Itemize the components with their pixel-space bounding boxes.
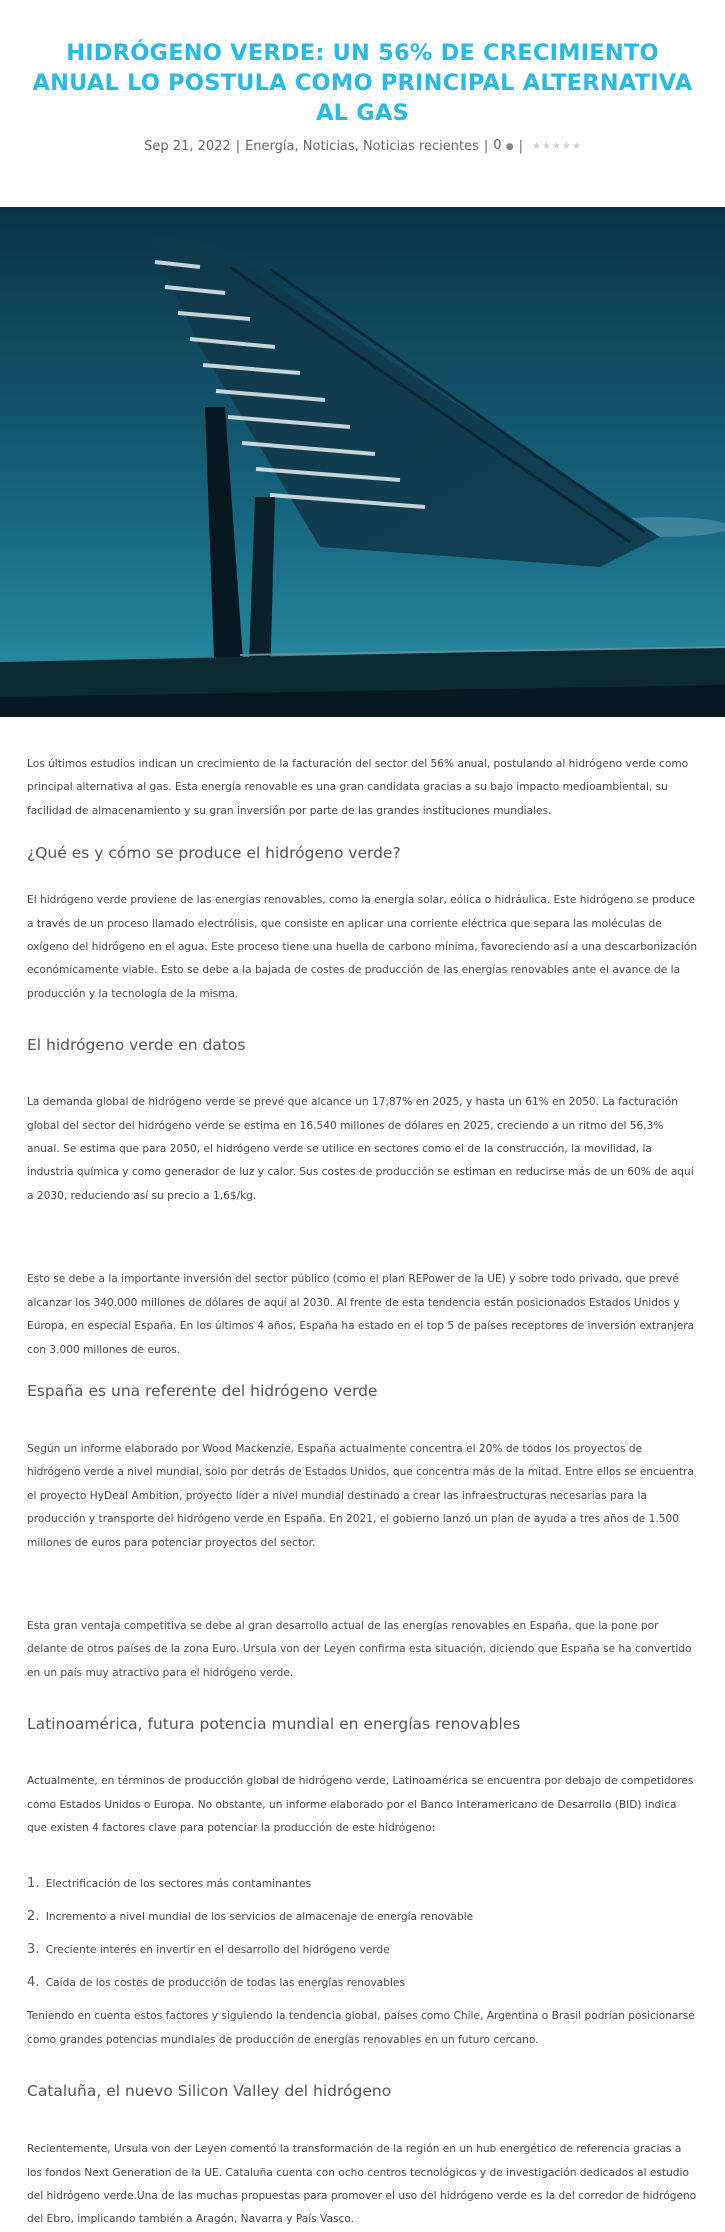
post-date: Sep 21, 2022 bbox=[144, 138, 231, 154]
star-icon[interactable]: ★ bbox=[571, 140, 581, 152]
post-header bbox=[0, 0, 725, 157]
paragraph-que-es: El hidrógeno verde proviene de las energías renovables, como la energía solar, eólica o hidráulica. Este hidrógeno se produce a través de un proceso llamado electrólisis, que consiste en aplicar una corriente eléctrica que separa las moléculas de oxígeno del hidrógeno en el agua. Este proceso tiene una huella de carbono mínima, favoreciendo así a una descarbonización económicamente viable. Esto se debe a la bajada de costes de producción de las energías renovables ante el avance de la producción y la tecnología de la misma. bbox=[27, 894, 698, 1000]
comments-link[interactable] bbox=[493, 136, 513, 157]
list-item: 2. Incremento a nivel mundial de los servicios de almacenaje de energía renovable bbox=[27, 1909, 474, 1925]
paragraph-cataluna: Recientemente, Ursula von der Leyen comentó la transformación de la región en un hub energético de referencia gracias a los fondos Next Generation de la UE. Cataluña cuenta con ocho centros tecnológicos y de investigación dedicados al estudio del hidrógeno verde.Una de las muchas propuestas para promover el uso del hidrógeno verde es la del corredor de hidrógeno del Ebro, implicando también a Aragón, Navarra y País Vasco. bbox=[27, 2143, 697, 2226]
heading-que-es: ¿Qué es y cómo se produce el hidrógeno verde? bbox=[27, 844, 401, 863]
category-separator: , bbox=[294, 138, 299, 154]
heading-datos: El hidrógeno verde en datos bbox=[27, 1036, 246, 1055]
heading-latam: Latinoamérica, futura potencia mundial en energías renovables bbox=[27, 1715, 521, 1734]
paragraph-espana-1: Según un informe elaborado por Wood Mackenzie, España actualmente concentra el 20% de todos los proyectos de hidrógeno verde a nivel mundial, solo por detrás de Estados Unidos, que concentra más de la mitad. Entre ellos se encuentra el proyecto HyDeal Ambition, proyecto líder a nivel mundial destinado a crear las infraestructuras necesarias para la producción y transporte del hidrógeno verde en España. En 2021, el gobierno lanzó un plan de ayuda a tres años de 1.500 millones de euros para potenciar proyectos del sector. bbox=[27, 1442, 694, 1549]
comments-count: 0 bbox=[493, 138, 502, 153]
list-item: 4. Caída de los costes de producción de todas las energías renovables bbox=[27, 1975, 405, 1991]
star-icon[interactable]: ★ bbox=[551, 140, 561, 152]
category-link-noticias[interactable]: Noticias bbox=[302, 138, 355, 154]
factors-list bbox=[27, 1873, 698, 1994]
paragraph-latam-2: Teniendo en cuenta estos factores y siguiendo la tendencia global, países como Chile, Argentina o Brasil podrían posicionarse como grandes potencias mundiales de producción de energías renovables en un futuro cercano. bbox=[27, 2010, 695, 2046]
star-icon[interactable]: ★ bbox=[541, 140, 551, 152]
post-meta bbox=[30, 136, 695, 157]
category-link-energia[interactable]: Energía bbox=[245, 138, 295, 154]
heading-espana: España es una referente del hidrógeno verde bbox=[27, 1381, 378, 1400]
list-item: 3. Creciente interés en invertir en el desarrollo del hidrógeno verde bbox=[27, 1942, 390, 1958]
list-item: 1. Electrificación de los sectores más contaminantes bbox=[27, 1876, 312, 1892]
rating-stars bbox=[532, 137, 581, 157]
hero-image bbox=[0, 207, 725, 717]
heading-cataluna: Cataluña, el nuevo Silicon Valley del hidrógeno bbox=[27, 2082, 392, 2101]
category-links bbox=[245, 137, 479, 157]
paragraph-latam-1: Actualmente, en términos de producción global de hidrógeno verde, Latinoamérica se encuentra por debajo de competidores como Estados Unidos o Europa. No obstante, un informe elaborado por el Banco Interamericano de Desarrollo (BID) indica que existen 4 factores clave para potenciar la producción de este hidrógeno: bbox=[27, 1775, 694, 1834]
category-separator: , bbox=[354, 138, 359, 154]
paragraph-espana-2: Esta gran ventaja competitiva se debe al gran desarrollo actual de las energías renovables en España, que la pone por delante de otros países de la zona Euro. Ursula von der Leyen confirma esta situación, diciendo que España se ha convertido en un país muy atractivo para el hidrógeno verde. bbox=[27, 1619, 692, 1679]
star-icon[interactable]: ★ bbox=[531, 140, 541, 152]
post-title: HIDRÓGENO VERDE: UN 56% DE CRECIMIENTO ANUAL LO POSTULA COMO PRINCIPAL ALTERNATIVA AL GAS bbox=[32, 40, 693, 126]
meta-separator: | bbox=[235, 138, 241, 154]
paragraph-datos-2: Esto se debe a la importante inversión del sector público (como el plan REPower de la UE) y sobre todo privado, que prevé alcanzar los 340.000 millones de dólares de aquí al 2030. Al frente de esta tendencia están posicionados Estados Unidos y Europa, en especial España. En los últimos 4 años, España ha estado en el top 5 de países receptores de inversión extranjera con 3.000 millones de euros. bbox=[27, 1273, 695, 1356]
meta-separator: | bbox=[483, 138, 489, 154]
star-icon[interactable]: ★ bbox=[561, 140, 571, 152]
category-link-noticias-recientes[interactable]: Noticias recientes bbox=[362, 138, 479, 154]
meta-separator: | bbox=[518, 138, 523, 154]
comment-bubble-icon: ● bbox=[505, 142, 514, 152]
post-content bbox=[0, 717, 725, 2232]
paragraph-datos-1: La demanda global de hidrógeno verde se prevé que alcance un 17,87% en 2025, y hasta un 61% en 2050. La facturación global del sector del hidrógeno verde se estima en 16.540 millones de dólares en 2025, creciendo a un ritmo del 56,3% anual. Se estima que para 2050, el hidrógeno verde se utilice en sectores como el de la construcción, la movilidad, la industria química y como generador de luz y calor. Sus costes de producción se estiman en reducirse más de un 60% de aquí a 2030, reduciendo así su precio a 1,6$/kg. bbox=[27, 1096, 694, 1202]
intro-paragraph: Los últimos estudios indican un crecimiento de la facturación del sector del 56% anual, postulando al hidrógeno verde como principal alternativa al gas. Esta energía renovable es una gran candidata gracias a su bajo impacto medioambiental, su facilidad de almacenamiento y su gran inversión por parte de las grandes instituciones mundiales. bbox=[27, 758, 689, 817]
